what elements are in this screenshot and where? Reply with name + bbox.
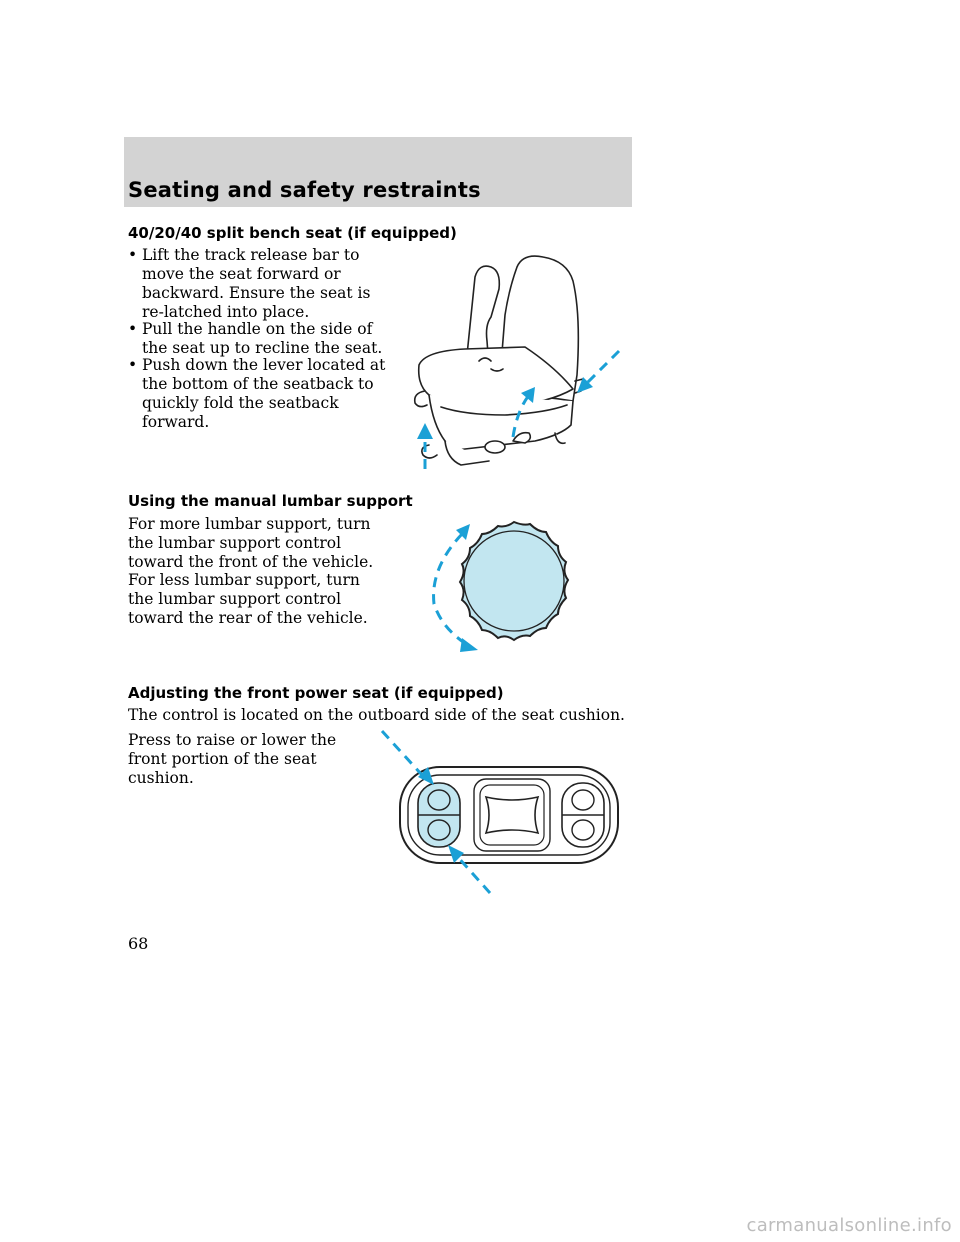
section-heading-lumbar: Using the manual lumbar support	[128, 492, 413, 510]
seat-illustration	[405, 255, 635, 475]
page-number: 68	[128, 934, 149, 953]
section-heading-split-bench: 40/20/40 split bench seat (if equipped)	[128, 224, 457, 242]
lumbar-more-text: For more lumbar support, turn the lumbar support control toward the front of the vehicle.	[128, 515, 374, 571]
watermark: carmanualsonline.info	[746, 1215, 952, 1236]
lumbar-less-text: For less lumbar support, turn the lumbar support control toward the rear of the vehicle.	[128, 571, 368, 627]
power-seat-front-text: Press to raise or lower the front portion of the seat cushion.	[128, 731, 337, 787]
rotation-arrow	[434, 534, 466, 644]
bullet-item	[128, 246, 388, 322]
bullet-symbol: •	[128, 246, 138, 264]
lumbar-knob	[460, 522, 568, 640]
bullet-text: Lift the track release bar to move the seat forward or backward. Ensure the seat is re-latched into place.	[142, 246, 371, 321]
power-seat-control-illustration	[380, 725, 625, 900]
section-heading-power-seat: Adjusting the front power seat (if equipped)	[128, 684, 504, 702]
bullet-symbol: •	[128, 320, 138, 338]
page-section-title: Seating and safety restraints	[128, 178, 481, 202]
bullet-text: Pull the handle on the side of the seat up to recline the seat.	[142, 320, 383, 357]
raise-arrow	[382, 731, 422, 775]
fold-arrow	[585, 351, 619, 385]
bullet-item	[128, 320, 388, 358]
bullet-symbol: •	[128, 356, 138, 374]
bullet-item	[128, 356, 388, 432]
power-seat-location-text: The control is located on the outboard side of the seat cushion.	[128, 706, 625, 724]
bullet-text: Push down the lever located at the bottom of the seatback to quickly fold the seatback forward.	[142, 356, 386, 431]
lumbar-knob-illustration	[424, 518, 584, 658]
